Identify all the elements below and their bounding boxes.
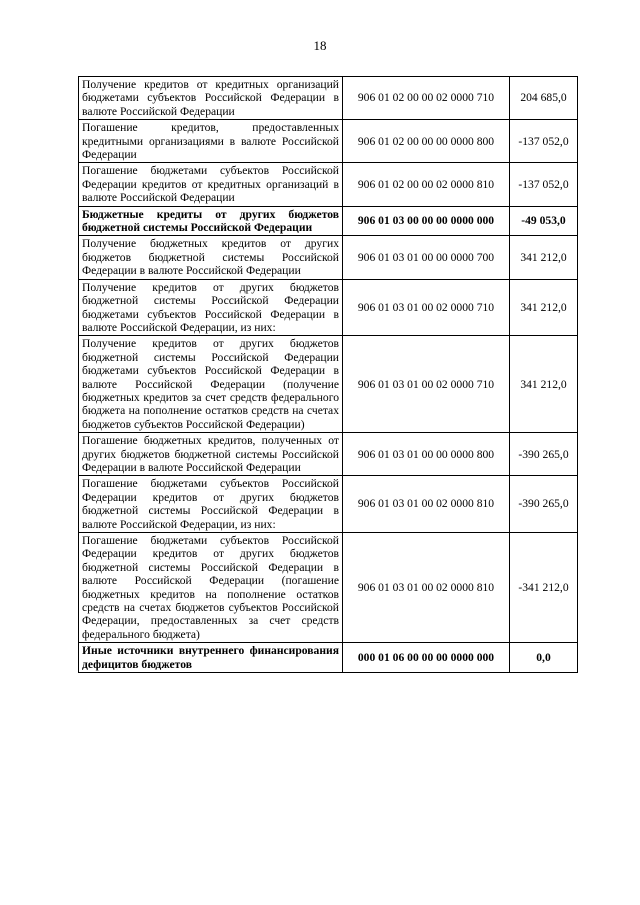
table-row: [79, 279, 578, 336]
row-amount-cell: 0,0: [510, 643, 578, 673]
row-name-cell: Получение кредитов от кредитных организаций бюджетами субъектов Российской Федерации в валюте Российской Федерации: [79, 77, 343, 120]
row-name-cell: Погашение бюджетами субъектов Российской Федерации кредитов от кредитных организаций в валюте Российской Федерации: [79, 163, 343, 206]
row-amount-cell: -390 265,0: [510, 433, 578, 476]
row-name-cell: Погашение бюджетами субъектов Российской Федерации кредитов от других бюджетов бюджетной системы Российской Федерации в валюте Российской Федерации (погашение бюджетных кредитов на пополнение остатков средств на счетах бюджетов субъектов Российской Федерации, предоставленных за счет средств федерального бюджета): [79, 533, 343, 643]
budget-sources-table: [78, 76, 578, 673]
row-name-cell: Бюджетные кредиты от других бюджетов бюджетной системы Российской Федерации: [79, 206, 343, 236]
row-code-cell: 906 01 03 01 00 00 0000 800: [343, 433, 510, 476]
table-body: [79, 77, 578, 673]
page-number: 18: [313, 38, 327, 53]
row-code-cell: 906 01 03 01 00 02 0000 710: [343, 336, 510, 433]
table-row: [79, 77, 578, 120]
table-row: [79, 433, 578, 476]
row-code-cell: 906 01 03 00 00 00 0000 000: [343, 206, 510, 236]
row-code-cell: 906 01 02 00 00 00 0000 800: [343, 120, 510, 163]
table-row: [79, 236, 578, 279]
table-row: [79, 476, 578, 533]
row-amount-cell: -390 265,0: [510, 476, 578, 533]
row-name-cell: Погашение бюджетных кредитов, полученных от других бюджетов бюджетной системы Российской Федерации в валюте Российской Федерации: [79, 433, 343, 476]
row-name-cell: Получение бюджетных кредитов от других бюджетов бюджетной системы Российской Федерации в валюте Российской Федерации: [79, 236, 343, 279]
row-amount-cell: -137 052,0: [510, 163, 578, 206]
row-code-cell: 906 01 02 00 00 02 0000 810: [343, 163, 510, 206]
row-code-cell: 906 01 02 00 00 02 0000 710: [343, 77, 510, 120]
row-amount-cell: 341 212,0: [510, 336, 578, 433]
row-name-cell: Погашение бюджетами субъектов Российской Федерации кредитов от других бюджетов бюджетной системы Российской Федерации в валюте Российской Федерации, из них:: [79, 476, 343, 533]
row-name-cell: Получение кредитов от других бюджетов бюджетной системы Российской Федерации бюджетами субъектов Российской Федерации в валюте Российской Федерации (получение бюджетных кредитов за счет средств федерального бюджета на пополнение остатков средств на счетах бюджетов субъектов Российской Федерации): [79, 336, 343, 433]
row-code-cell: 906 01 03 01 00 02 0000 810: [343, 476, 510, 533]
row-code-cell: 906 01 03 01 00 02 0000 810: [343, 533, 510, 643]
row-code-cell: 906 01 03 01 00 00 0000 700: [343, 236, 510, 279]
row-name-cell: Получение кредитов от других бюджетов бюджетной системы Российской Федерации бюджетами субъектов Российской Федерации в валюте Российской Федерации, из них:: [79, 279, 343, 336]
table-row: [79, 206, 578, 236]
row-code-cell: 906 01 03 01 00 02 0000 710: [343, 279, 510, 336]
row-name-cell: Иные источники внутреннего финансирования дефицитов бюджетов: [79, 643, 343, 673]
row-name-cell: Погашение кредитов, предоставленных кредитными организациями в валюте Российской Федерации: [79, 120, 343, 163]
table-row: [79, 533, 578, 643]
row-amount-cell: -137 052,0: [510, 120, 578, 163]
table-row: [79, 120, 578, 163]
table-row: [79, 163, 578, 206]
table-row: [79, 336, 578, 433]
row-code-cell: 000 01 06 00 00 00 0000 000: [343, 643, 510, 673]
row-amount-cell: 341 212,0: [510, 236, 578, 279]
table-row: [79, 643, 578, 673]
row-amount-cell: -49 053,0: [510, 206, 578, 236]
row-amount-cell: 204 685,0: [510, 77, 578, 120]
row-amount-cell: -341 212,0: [510, 533, 578, 643]
row-amount-cell: 341 212,0: [510, 279, 578, 336]
